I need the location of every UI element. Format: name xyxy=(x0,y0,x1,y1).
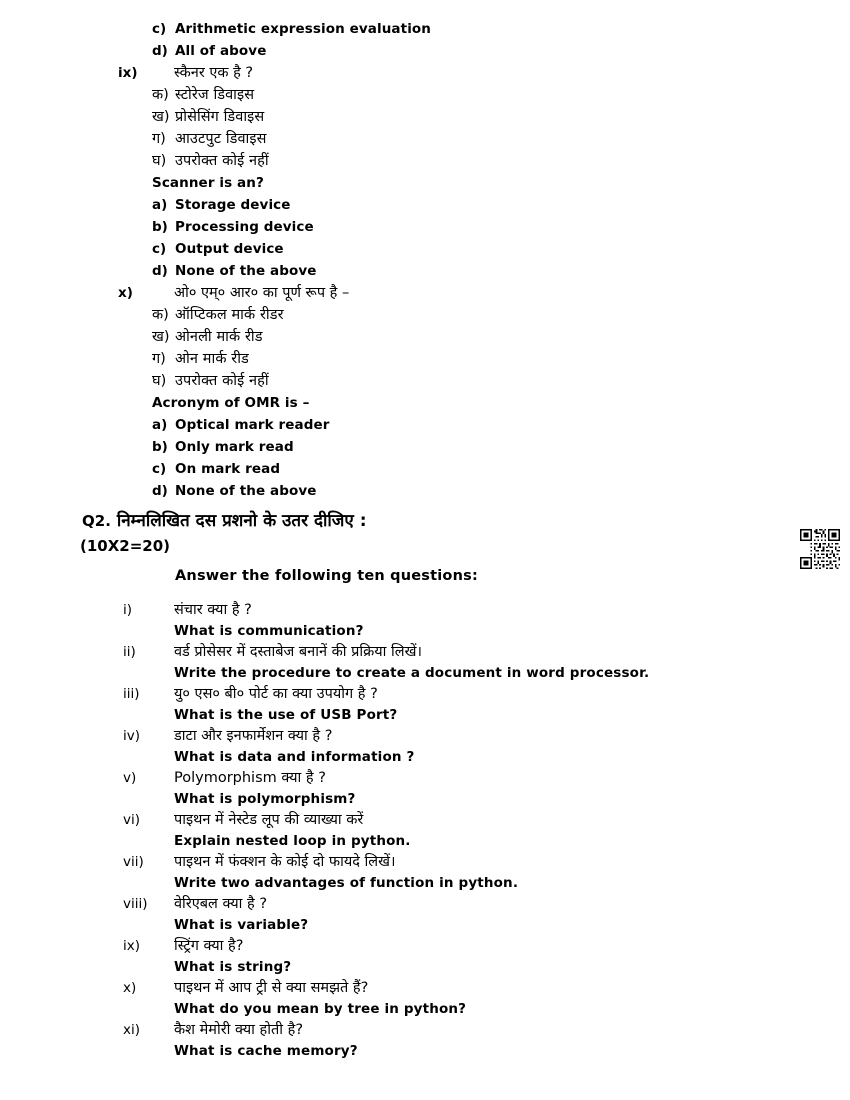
question-text-english: What is communication? xyxy=(174,623,364,639)
question-text-english: What is cache memory? xyxy=(174,1043,358,1059)
question-text-english: Write the procedure to create a document in word processor. xyxy=(174,665,650,681)
option-label: ख) xyxy=(152,109,170,125)
qr-code xyxy=(798,527,842,571)
question-text-english: Acronym of OMR is – xyxy=(152,395,310,411)
option-row xyxy=(0,150,850,172)
q2-marks: (10X2=20) xyxy=(80,537,171,555)
option-label: d) xyxy=(152,43,168,59)
option-text: Storage device xyxy=(175,197,291,213)
q2-heading-english: Answer the following ten questions: xyxy=(175,568,478,584)
question-stem-hindi-row xyxy=(0,282,850,304)
question-text-english: What is string? xyxy=(174,959,292,975)
question-text-hindi: पाइथन में नेस्टेड लूप की व्याख्या करें xyxy=(174,812,364,828)
option-row xyxy=(0,106,850,128)
q2-heading-text: निम्नलिखित दस प्रशनो के उतर दीजिए : xyxy=(116,511,367,531)
option-label: d) xyxy=(152,483,168,499)
option-label: b) xyxy=(152,219,168,235)
question-text-english: What do you mean by tree in python? xyxy=(174,1001,467,1017)
question-text-hindi: वेरिएबल क्या है ? xyxy=(174,896,268,912)
option-row xyxy=(0,414,850,436)
q2-heading-hindi xyxy=(0,508,850,534)
option-row xyxy=(0,436,850,458)
option-text: स्टोरेज डिवाइस xyxy=(175,87,255,103)
option-label: a) xyxy=(152,417,168,433)
option-row xyxy=(0,84,850,106)
question-text-english: Explain nested loop in python. xyxy=(174,833,411,849)
question-number: x) xyxy=(123,980,137,996)
option-text: None of the above xyxy=(175,483,317,499)
option-row xyxy=(0,480,850,502)
qr-code-icon xyxy=(798,527,842,571)
question-number: x) xyxy=(118,285,133,301)
question-text-hindi: पाइथन में आप ट्री से क्या समझते हैं? xyxy=(174,980,369,996)
list-item xyxy=(0,684,850,705)
question-number: iii) xyxy=(123,686,140,702)
question-number: v) xyxy=(123,770,137,786)
option-text: आउटपुट डिवाइस xyxy=(175,131,267,147)
question-text-hindi: यु० एस० बी० पोर्ट का क्या उपयोग है ? xyxy=(174,686,378,702)
option-text: Optical mark reader xyxy=(175,417,330,433)
question-number: iv) xyxy=(123,728,141,744)
question-text-hindi: ओ० एम्० आर० का पूर्ण रूप है – xyxy=(174,285,350,301)
list-item xyxy=(0,810,850,831)
list-item xyxy=(0,1020,850,1041)
option-text: Output device xyxy=(175,241,284,257)
question-number: ix) xyxy=(123,938,141,954)
question-text-hindi: संचार क्या है ? xyxy=(174,602,252,618)
option-text: उपरोक्त कोई नहीं xyxy=(175,373,269,389)
q2-label: Q2. xyxy=(82,512,111,530)
question-text-english: Write two advantages of function in python. xyxy=(174,875,519,891)
question-text-hindi: स्कैनर एक है ? xyxy=(174,65,254,81)
question-stem-hindi-row xyxy=(0,62,850,84)
option-label: घ) xyxy=(152,373,167,389)
question-text-hindi: स्ट्रिंग क्या है? xyxy=(174,938,244,954)
option-label: b) xyxy=(152,439,168,455)
option-label: ख) xyxy=(152,329,170,345)
option-row xyxy=(0,216,850,238)
option-text: All of above xyxy=(175,43,267,59)
option-row xyxy=(0,128,850,150)
question-text-english: What is data and information ? xyxy=(174,749,415,765)
list-item xyxy=(0,600,850,621)
option-text: On mark read xyxy=(175,461,281,477)
list-item xyxy=(0,642,850,663)
option-label: क) xyxy=(152,87,169,103)
option-row xyxy=(0,40,850,62)
option-text: ओन मार्क रीड xyxy=(175,351,249,367)
option-label: d) xyxy=(152,263,168,279)
option-text: प्रोसेसिंग डिवाइस xyxy=(175,109,265,125)
list-item xyxy=(0,978,850,999)
question-text-hindi: पाइथन में फंक्शन के कोई दो फायदे लिखें। xyxy=(174,854,396,870)
question-text-english: What is polymorphism? xyxy=(174,791,356,807)
option-row xyxy=(0,304,850,326)
option-label: घ) xyxy=(152,153,167,169)
mcq-question-ix xyxy=(0,62,850,282)
option-row xyxy=(0,458,850,480)
option-row xyxy=(0,238,850,260)
list-item xyxy=(0,768,850,789)
option-label: ग) xyxy=(152,131,166,147)
question-number: vi) xyxy=(123,812,141,828)
option-row xyxy=(0,370,850,392)
question-text-hindi: डाटा और इनफार्मेशन क्या है ? xyxy=(174,728,333,744)
option-label: c) xyxy=(152,21,167,37)
list-item xyxy=(0,894,850,915)
question-text-english: What is the use of USB Port? xyxy=(174,707,398,723)
question-text-english: Scanner is an? xyxy=(152,175,264,191)
option-label: c) xyxy=(152,241,167,257)
option-text: Processing device xyxy=(175,219,314,235)
question-number: xi) xyxy=(123,1022,141,1038)
option-row xyxy=(0,348,850,370)
option-label: क) xyxy=(152,307,169,323)
option-row xyxy=(0,194,850,216)
option-label: a) xyxy=(152,197,168,213)
option-text: ऑप्टिकल मार्क रीडर xyxy=(175,307,284,323)
option-text: Only mark read xyxy=(175,439,294,455)
question-text-hindi: वर्ड प्रोसेसर में दस्ताबेज बनानें की प्रक्रिया लिखें। xyxy=(174,644,422,660)
question-text-english: What is variable? xyxy=(174,917,309,933)
list-item xyxy=(0,936,850,957)
question-number: ix) xyxy=(118,65,138,81)
option-text: None of the above xyxy=(175,263,317,279)
q2-question-list xyxy=(0,600,850,1062)
question-text-hindi: Polymorphism क्या है ? xyxy=(174,770,326,786)
question-number: viii) xyxy=(123,896,148,912)
list-item xyxy=(0,726,850,747)
option-label: c) xyxy=(152,461,167,477)
question-number: i) xyxy=(123,602,133,618)
question-number: ii) xyxy=(123,644,136,660)
option-text: Arithmetic expression evaluation xyxy=(175,21,432,37)
question-number: vii) xyxy=(123,854,144,870)
list-item xyxy=(0,852,850,873)
continued-options-group xyxy=(0,18,850,62)
option-row xyxy=(0,326,850,348)
question-text-hindi: कैश मेमोरी क्या होती है? xyxy=(174,1022,304,1038)
mcq-question-x xyxy=(0,282,850,502)
option-text: ओनली मार्क रीड xyxy=(175,329,263,345)
option-text: उपरोक्त कोई नहीं xyxy=(175,153,269,169)
option-label: ग) xyxy=(152,351,166,367)
option-row xyxy=(0,260,850,282)
option-row xyxy=(0,18,850,40)
